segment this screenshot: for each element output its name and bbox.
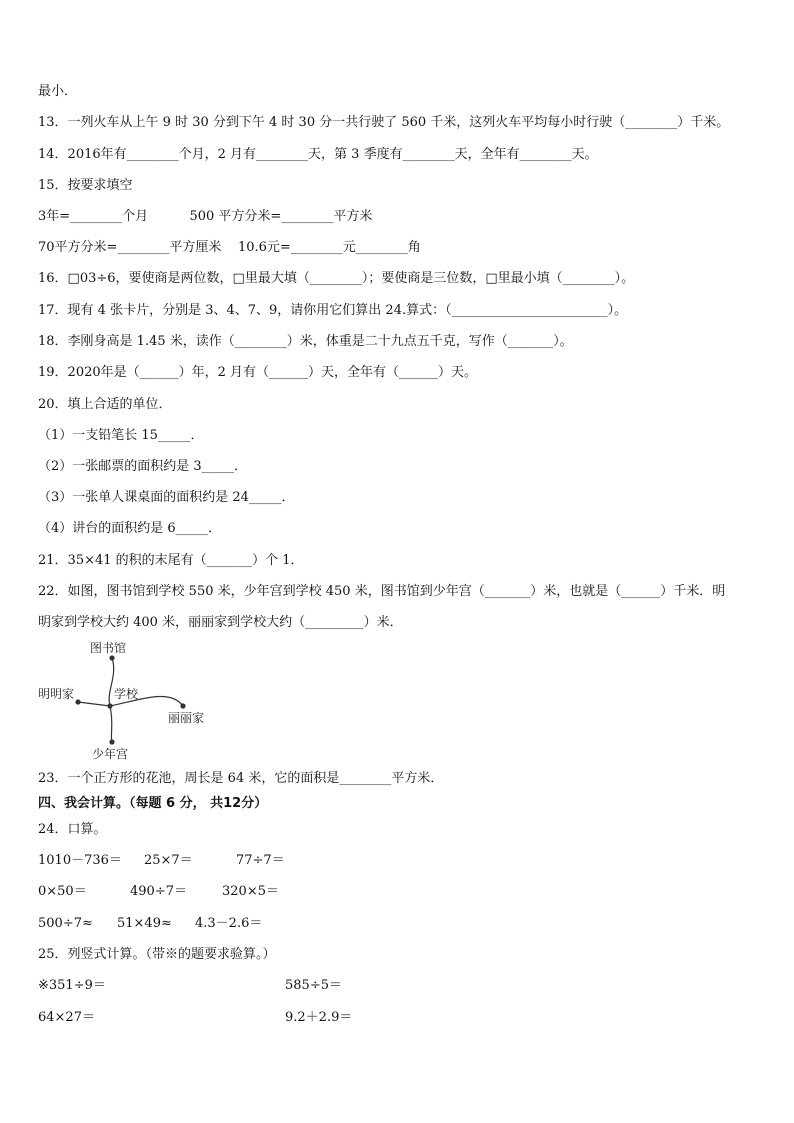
mingming-label: 明明家	[38, 687, 75, 701]
question-19: 19．2020年是（______）年，2 月有（______）天，全年有（______）天。	[38, 365, 478, 380]
vertical-item: 9.2＋2.9＝	[285, 1010, 353, 1025]
road-to-youth-palace	[110, 706, 112, 742]
question-22-cont: 明家到学校大约 400 米，丽丽家到学校大约（_________）米．	[38, 615, 403, 630]
school-label: 学校	[114, 687, 139, 701]
oral-item: 51×49≈	[117, 916, 172, 931]
question-25: 25．列竖式计算。（带※的题要求验算。）	[38, 947, 276, 962]
vertical-item: 64×27＝	[38, 1010, 95, 1025]
oral-item: 490÷7＝	[130, 884, 187, 899]
library-point	[109, 655, 114, 660]
question-15: 15．按要求填空	[38, 178, 133, 193]
question-13: 13．一列火车从上午 9 时 30 分到下午 4 时 30 分一共行驶了 560 千米，这列火车平均每小时行驶（________）千米。	[38, 115, 730, 130]
question-20-2: （2）一张邮票的面积约是 3_____．	[38, 459, 248, 474]
question-16: 16．□03÷6，要使商是两位数，□里最大填（________）；要使商是三位数，□里最小填（________）。	[38, 271, 635, 286]
library-label: 图书馆	[90, 641, 127, 655]
question-20-1: （1）一支铅笔长 15_____．	[38, 428, 204, 443]
question-23: 23．一个正方形的花池，周长是 64 米，它的面积是________平方米．	[38, 771, 444, 786]
lili-label: 丽丽家	[168, 711, 205, 725]
question-15-row-2: 70平方分米=________平方厘米 10.6元=________元________角	[38, 240, 421, 255]
question-20: 20．填上合适的单位．	[38, 397, 172, 412]
vertical-item: ※351÷9＝	[38, 978, 106, 993]
question-15-row-1: 3年=________个月 500 平方分米=________平方米	[38, 209, 373, 224]
question-20-4: （4）讲台的面积约是 6_____．	[38, 521, 222, 536]
line-continuation: 最小．	[38, 84, 78, 99]
oral-item: 0×50＝	[38, 884, 87, 899]
question-20-3: （3）一张单人课桌面的面积约是 24_____．	[38, 490, 295, 505]
question-21: 21．35×41 的积的末尾有（_______）个 1．	[38, 553, 304, 568]
question-22: 22．如图，图书馆到学校 550 米，少年宫到学校 450 米，图书馆到少年宫（_______）米，也就是（______）千米．明	[38, 584, 726, 599]
oral-item: 320×5＝	[222, 884, 279, 899]
oral-item: 1010－736＝	[38, 853, 122, 868]
oral-item: 4.3－2.6＝	[195, 916, 263, 931]
question-24: 24．口算。	[38, 822, 107, 837]
question-14: 14．2016年有________个月，2 月有________天，第 3 季度有________天，全年有________天。	[38, 147, 598, 162]
section-four-heading: 四、我会计算。（每题 6 分， 共12分）	[38, 796, 268, 811]
road-to-mingming	[78, 702, 110, 706]
mingming-point	[75, 699, 80, 704]
oral-item: 500÷7≈	[38, 916, 93, 931]
question-17: 17．现有 4 张卡片，分别是 3、4、7、9，请你用它们算出 24.算式：（________________________）。	[38, 303, 628, 318]
youth-palace-label: 少年宫	[92, 747, 129, 761]
lili-point	[180, 703, 185, 708]
vertical-item: 585÷5＝	[285, 978, 342, 993]
oral-item: 77÷7＝	[236, 853, 285, 868]
school-point	[107, 703, 112, 708]
oral-item: 25×7＝	[144, 853, 193, 868]
map-figure	[30, 636, 230, 764]
question-18: 18．李刚身高是 1.45 米，读作（________）米，体重是二十九点五千克，写作（_______）。	[38, 334, 573, 349]
youth-palace-point	[109, 739, 114, 744]
